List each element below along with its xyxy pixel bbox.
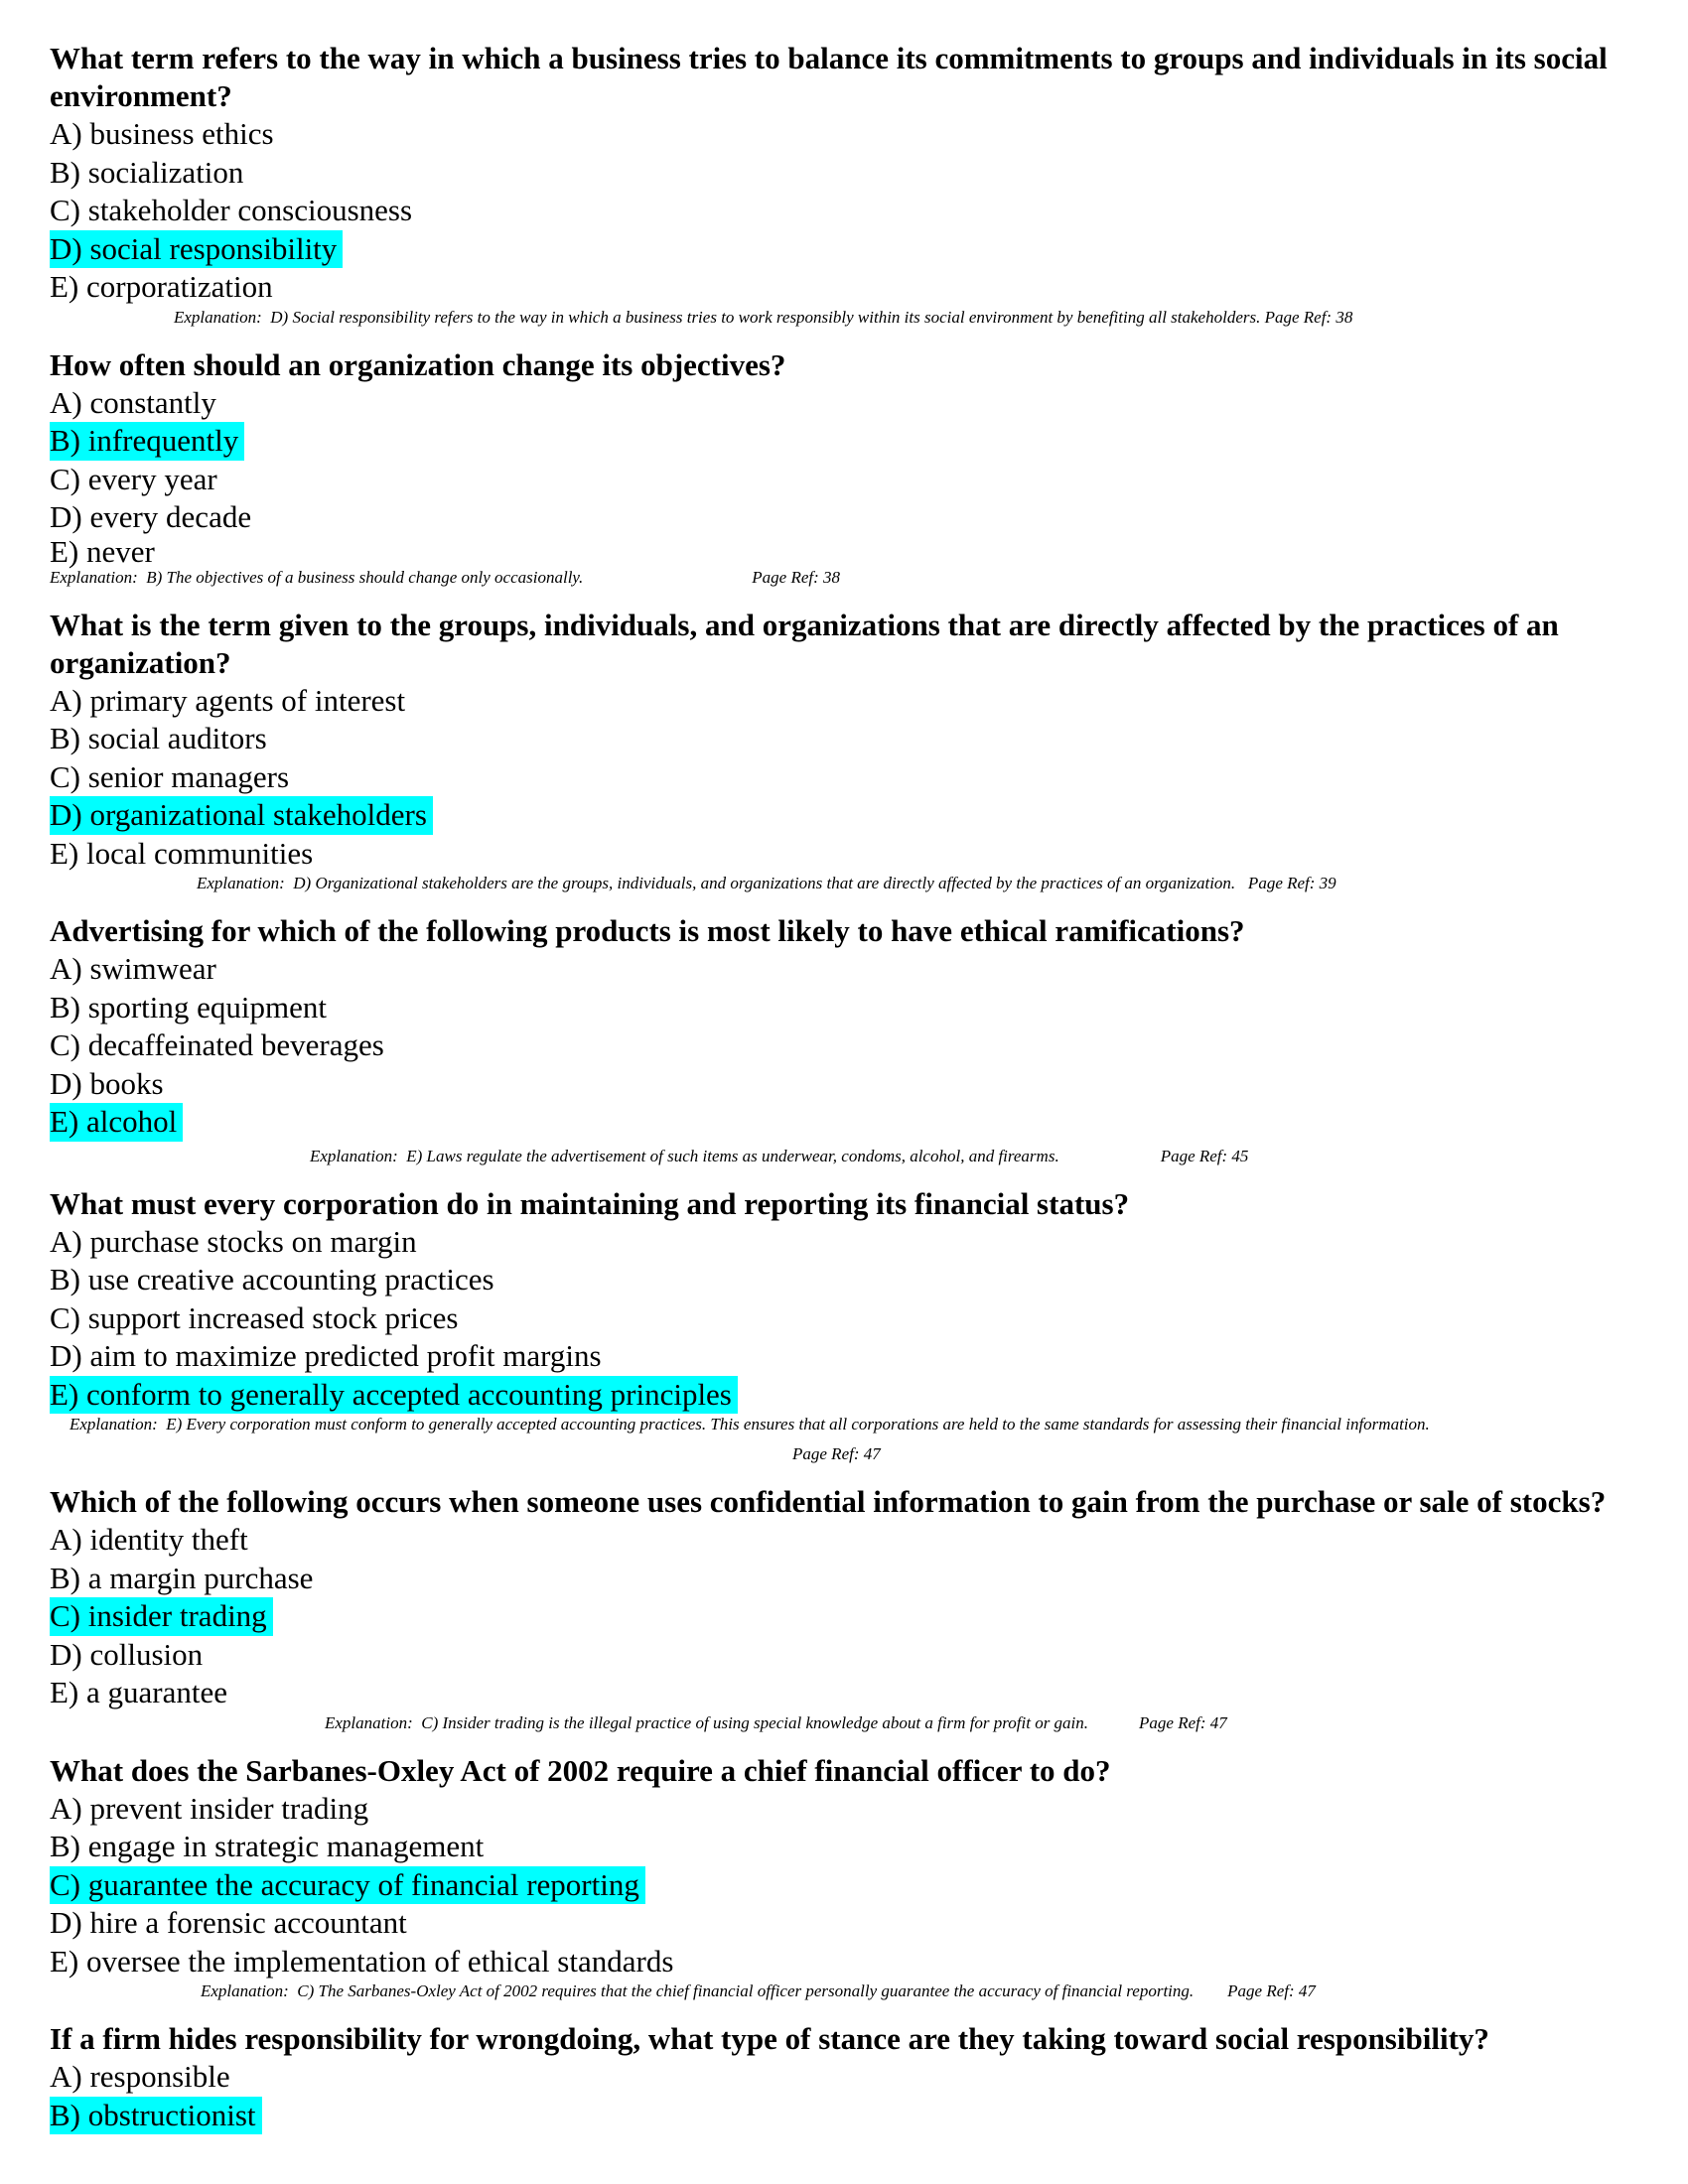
- answer-option-correct: E) alcohol: [50, 1103, 1638, 1142]
- answer-option: D) every decade: [50, 499, 252, 534]
- answer-option: E) corporatization: [50, 269, 273, 304]
- question-block: [50, 0, 1638, 329]
- explanation: Explanation: D) Organizational stakeholders are the groups, individuals, and organizations that are directly affected by the practices of an organization. Page Ref: 39: [197, 874, 1336, 892]
- answer-option-correct: E) conform to generally accepted accounting principles: [50, 1376, 1638, 1415]
- answer-option: B) social auditors: [50, 721, 267, 755]
- answer-option: B) sporting equipment: [50, 989, 327, 1024]
- question-text: How often should an organization change its objectives?: [50, 346, 786, 382]
- question-text: What must every corporation do in maintaining and reporting its financial status?: [50, 1185, 1130, 1221]
- answer-option: A) identity theft: [50, 1522, 248, 1557]
- answer-option-correct: C) insider trading: [50, 1597, 1638, 1636]
- answer-option: D) aim to maximize predicted profit margins: [50, 1338, 602, 1373]
- question-text: If a firm hides responsibility for wrongdoing, what type of stance are they taking toward social responsibility?: [50, 2021, 1489, 2056]
- answer-option-correct: D) organizational stakeholders: [50, 796, 1638, 835]
- question-block: [50, 1469, 1638, 1734]
- answer-option: A) swimwear: [50, 951, 216, 986]
- answer-option: A) purchase stocks on margin: [50, 1223, 417, 1259]
- question-block: [50, 898, 1638, 1167]
- answer-option: B) socialization: [50, 154, 244, 190]
- answer-option: B) engage in strategic management: [50, 1829, 485, 1863]
- answer-option: A) responsible: [50, 2059, 230, 2094]
- answer-option: A) business ethics: [50, 116, 274, 151]
- question-block: [50, 333, 1638, 589]
- explanation: Explanation: B) The objectives of a business should change only occasionally. Page Ref: 38: [50, 567, 841, 587]
- answer-option-correct: C) guarantee the accuracy of financial reporting: [50, 1866, 1638, 1905]
- question-text: Which of the following occurs when someone uses confidential information to gain from the purchase or sale of stocks?: [50, 1484, 1607, 1519]
- answer-option-correct: B) infrequently: [50, 422, 1638, 461]
- answer-option: D) collusion: [50, 1636, 204, 1672]
- answer-option: A) constantly: [50, 384, 216, 420]
- question-text: What is the term given to the groups, individuals, and organizations that are directly affected by the practices of an organization?: [50, 607, 1559, 680]
- explanation: Explanation: C) Insider trading is the illegal practice of using special knowledge about a firm for profit or gain. Page Ref: 47: [325, 1712, 1227, 1732]
- answer-option: C) senior managers: [50, 758, 290, 794]
- answer-option: D) hire a forensic accountant: [50, 1905, 407, 1940]
- explanation: Explanation: E) Every corporation must conform to generally accepted accounting practices. This ensures that all corporations are held to the same standards for assessing their financial information.: [70, 1415, 1430, 1433]
- answer-option: C) decaffeinated beverages: [50, 1027, 384, 1062]
- explanation: Explanation: D) Social responsibility refers to the way in which a business tries to work responsibly within its social environment by benefiting all stakeholders. Page Ref: 38: [174, 307, 1353, 327]
- question-block: [50, 2006, 1638, 2134]
- question-block: [50, 1171, 1638, 1466]
- explanation: Explanation: C) The Sarbanes-Oxley Act of 2002 requires that the chief financial officer personally guarantee the accuracy of financial reporting. Page Ref: 47: [201, 1981, 1316, 2000]
- answer-option: E) never: [50, 533, 155, 569]
- question-text: What does the Sarbanes-Oxley Act of 2002 require a chief financial officer to do?: [50, 1752, 1111, 1788]
- question-text: Advertising for which of the following products is most likely to have ethical ramifications?: [50, 913, 1245, 948]
- answer-option-correct: D) social responsibility: [50, 230, 1638, 269]
- answer-option: E) a guarantee: [50, 1675, 227, 1709]
- answer-option: D) books: [50, 1065, 164, 1101]
- answer-option: C) support increased stock prices: [50, 1299, 459, 1335]
- answer-option: B) use creative accounting practices: [50, 1262, 494, 1297]
- explanation: Explanation: E) Laws regulate the advertisement of such items as underwear, condoms, alcohol, and firearms. Page Ref: 45: [310, 1146, 1249, 1165]
- answer-option: E) oversee the implementation of ethical standards: [50, 1943, 674, 1979]
- question-block: [50, 1738, 1638, 2003]
- answer-option: A) prevent insider trading: [50, 1790, 369, 1826]
- answer-option: A) primary agents of interest: [50, 682, 406, 718]
- answer-option-correct: B) obstructionist: [50, 2097, 1638, 2135]
- answer-option: B) a margin purchase: [50, 1560, 314, 1595]
- question-text: What term refers to the way in which a business tries to balance its commitments to groups and individuals in its social environment?: [50, 41, 1608, 113]
- question-block: [50, 593, 1638, 895]
- page-ref: Page Ref: 47: [792, 1444, 881, 1463]
- answer-option: E) local communities: [50, 835, 314, 871]
- answer-option: C) stakeholder consciousness: [50, 193, 413, 227]
- answer-option: C) every year: [50, 461, 217, 496]
